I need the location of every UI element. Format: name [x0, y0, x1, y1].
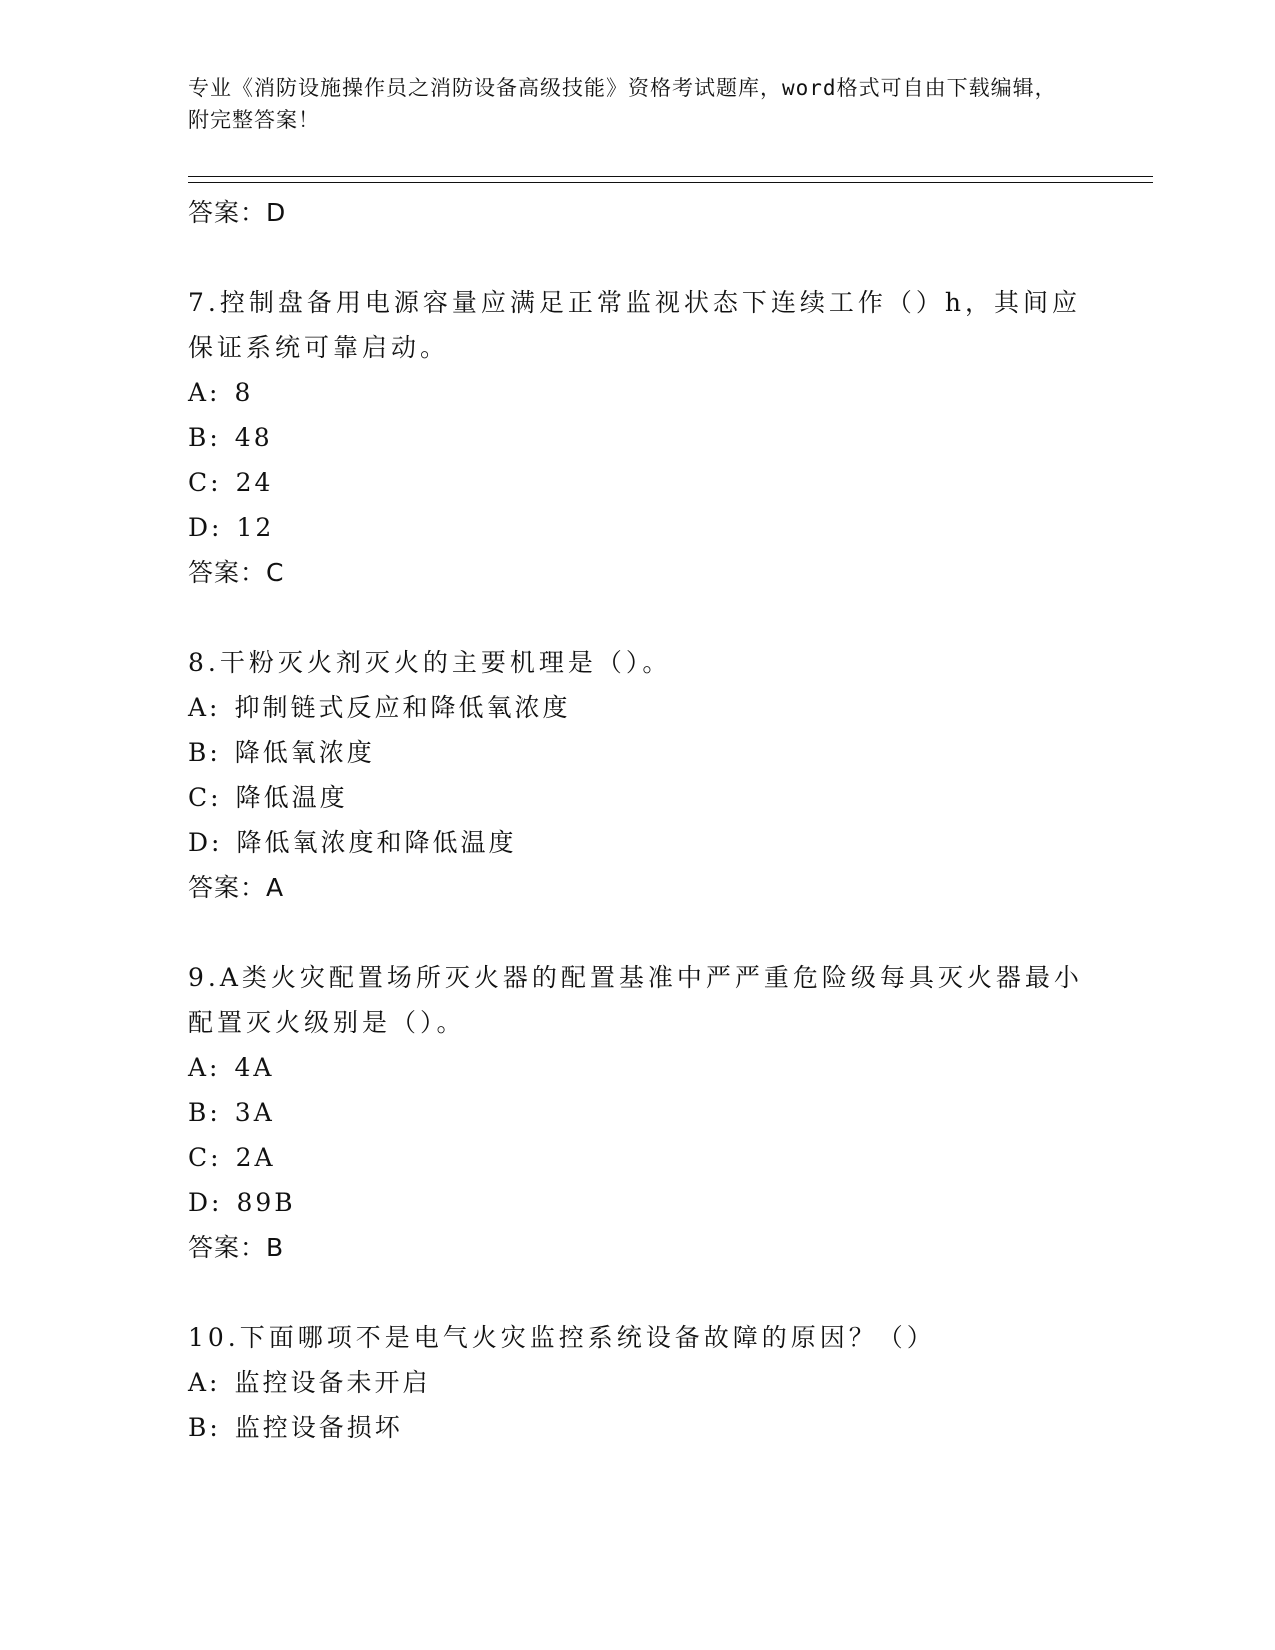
- option-text: 抑制链式反应和降低氧浓度: [234, 693, 571, 722]
- option-key: B:: [188, 1098, 221, 1127]
- option-key: C:: [188, 783, 222, 812]
- option-key: A:: [188, 1368, 221, 1397]
- question-7-answer: 答案：C: [188, 558, 285, 587]
- option-text: 12: [236, 513, 275, 542]
- option-text: 89B: [236, 1188, 296, 1217]
- question-7-option-a: [188, 370, 1088, 415]
- option-text: 3A: [234, 1098, 275, 1127]
- question-9-option-a: [188, 1045, 1088, 1090]
- question-7: 7.控制盘备用电源容量应满足正常监视状态下连续工作（）h，其间应保证系统可靠启动。: [188, 288, 1081, 362]
- option-key: C:: [188, 1143, 222, 1172]
- header-divider-bottom: [188, 182, 1153, 183]
- question-7-option-c: [188, 460, 1088, 505]
- previous-answer: 答案：D: [188, 198, 287, 227]
- question-9: 9.A类火灾配置场所灭火器的配置基准中严严重危险级每具灭火器最小配置灭火级别是（）。: [188, 963, 1083, 1037]
- question-8-answer: 答案：A: [188, 873, 285, 902]
- document-header: 专业《消防设施操作员之消防设备高级技能》资格考试题库，word格式可自由下载编辑，附完整答案！: [188, 76, 1057, 132]
- option-text: 4A: [234, 1053, 275, 1082]
- question-9-answer: 答案：B: [188, 1233, 285, 1262]
- question-7-option-b: [188, 415, 1088, 460]
- question-8-option-b: [188, 730, 1088, 775]
- option-key: A:: [188, 1053, 221, 1082]
- question-list: [188, 190, 1088, 1450]
- option-key: B:: [188, 738, 221, 767]
- question-9-option-b: [188, 1090, 1088, 1135]
- option-text: 降低温度: [235, 783, 348, 812]
- option-key: A:: [188, 693, 221, 722]
- question-10-option-a: [188, 1360, 1088, 1405]
- question-10: 10.下面哪项不是电气火灾监控系统设备故障的原因？（）: [188, 1323, 936, 1352]
- option-key: B:: [188, 1413, 221, 1442]
- option-text: 监控设备损坏: [234, 1413, 403, 1442]
- option-text: 48: [234, 423, 273, 452]
- option-key: D:: [188, 513, 223, 542]
- option-text: 2A: [235, 1143, 276, 1172]
- header-divider-top: [188, 176, 1153, 177]
- question-8-option-a: [188, 685, 1088, 730]
- option-key: A:: [188, 378, 221, 407]
- option-text: 降低氧浓度和降低温度: [236, 828, 517, 857]
- option-key: D:: [188, 1188, 223, 1217]
- option-key: D:: [188, 828, 223, 857]
- question-8: 8.干粉灭火剂灭火的主要机理是（）。: [188, 648, 672, 677]
- option-text: 24: [235, 468, 274, 497]
- option-key: B:: [188, 423, 221, 452]
- option-text: 降低氧浓度: [234, 738, 375, 767]
- question-9-option-c: [188, 1135, 1088, 1180]
- option-text: 8: [234, 378, 254, 407]
- question-9-option-d: [188, 1180, 1088, 1225]
- question-10-option-b: [188, 1405, 1088, 1450]
- question-8-option-c: [188, 775, 1088, 820]
- question-7-option-d: [188, 505, 1088, 550]
- option-key: C:: [188, 468, 222, 497]
- question-8-option-d: [188, 820, 1088, 865]
- option-text: 监控设备未开启: [234, 1368, 431, 1397]
